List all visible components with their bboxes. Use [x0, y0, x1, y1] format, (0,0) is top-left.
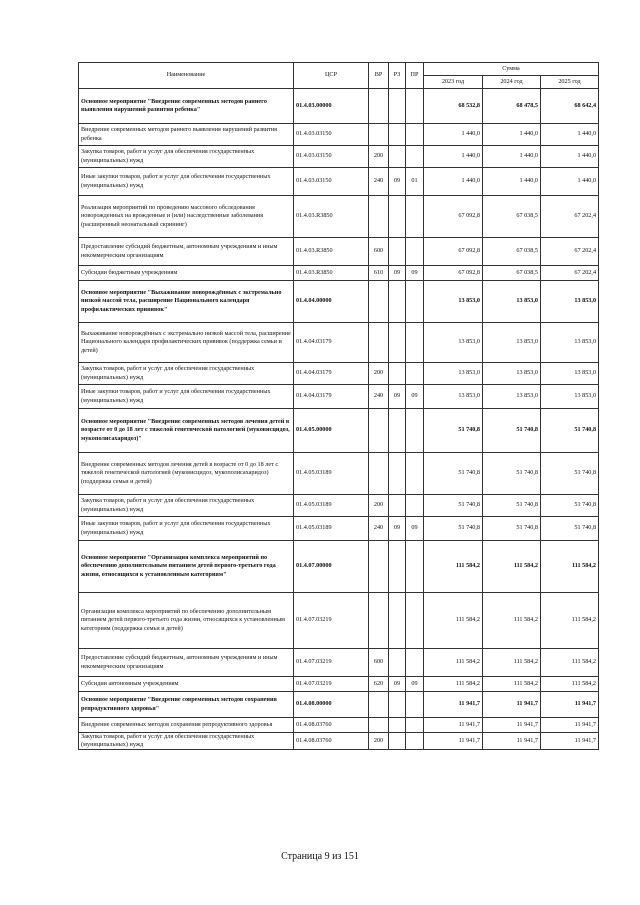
cell-csr: 01.4.04.03179 — [294, 323, 369, 363]
cell-sum-2023: 67 092,8 — [424, 238, 483, 266]
cell-sum-2023: 13 853,0 — [424, 363, 483, 385]
table-row — [79, 593, 599, 649]
cell-pr — [406, 281, 424, 323]
cell-sum-2025: 1 440,0 — [541, 168, 599, 196]
cell-rz — [389, 733, 406, 750]
cell-name: Закупка товаров, работ и услуг для обеспечения государственных (муниципальных) нужд — [79, 495, 294, 517]
cell-sum-2024: 1 440,0 — [483, 168, 541, 196]
cell-sum-2025: 11 941,7 — [541, 692, 599, 718]
cell-rz — [389, 323, 406, 363]
table-row — [79, 453, 599, 495]
cell-vr — [369, 323, 389, 363]
cell-vr — [369, 281, 389, 323]
cell-sum-2023: 67 092,8 — [424, 266, 483, 281]
cell-vr: 240 — [369, 385, 389, 409]
cell-name: Внедрение современных методов лечения детей в возрасте от 0 до 18 лет с тяжелой генетической патологией (муковисцидоз, мукополисахаридоз) (поддержка семьи и детей) — [79, 453, 294, 495]
cell-csr: 01.4.05.00000 — [294, 409, 369, 453]
cell-sum-2025: 11 941,7 — [541, 718, 599, 733]
cell-csr: 01.4.03.R3850 — [294, 266, 369, 281]
cell-rz — [389, 593, 406, 649]
cell-rz — [389, 495, 406, 517]
cell-rz: 09 — [389, 168, 406, 196]
table-row — [79, 649, 599, 677]
table-row — [79, 363, 599, 385]
cell-rz — [389, 718, 406, 733]
cell-sum-2025: 67 202,4 — [541, 196, 599, 238]
cell-sum-2023: 51 740,8 — [424, 453, 483, 495]
cell-vr — [369, 124, 389, 146]
table-row — [79, 124, 599, 146]
cell-rz: 09 — [389, 385, 406, 409]
cell-sum-2024: 13 853,0 — [483, 281, 541, 323]
cell-pr: 01 — [406, 168, 424, 196]
cell-sum-2025: 1 440,0 — [541, 146, 599, 168]
cell-pr — [406, 593, 424, 649]
cell-pr — [406, 692, 424, 718]
cell-rz — [389, 409, 406, 453]
cell-csr: 01.4.03.R3850 — [294, 238, 369, 266]
cell-csr: 01.4.03.03150 — [294, 168, 369, 196]
cell-csr: 01.4.08.03760 — [294, 718, 369, 733]
cell-name: Основное мероприятие "Организация комплекса мероприятий по обеспечению дополнительным питанием детей первого-третьего года жизни, относящихся к установленным категориям" — [79, 541, 294, 593]
cell-sum-2025: 111 584,2 — [541, 541, 599, 593]
cell-pr — [406, 146, 424, 168]
cell-pr: 09 — [406, 385, 424, 409]
cell-name: Реализация мероприятий по проведению массового обследования новорожденных на врожденные и (или) наследственные заболевания (расширенный неонатальный скрининг) — [79, 196, 294, 238]
cell-pr — [406, 649, 424, 677]
table-row-main-activity — [79, 409, 599, 453]
cell-name: Закупка товаров, работ и услуг для обеспечения государственных (муниципальных) нужд — [79, 733, 294, 750]
header-name: Наименование — [79, 63, 294, 89]
cell-rz — [389, 453, 406, 495]
cell-sum-2024: 111 584,2 — [483, 593, 541, 649]
cell-csr: 01.4.03.00000 — [294, 89, 369, 124]
cell-sum-2025: 67 202,4 — [541, 238, 599, 266]
header-rz: РЗ — [389, 63, 406, 89]
cell-vr — [369, 692, 389, 718]
cell-name: Иные закупки товаров, работ и услуг для обеспечения государственных (муниципальных) нужд — [79, 517, 294, 541]
cell-name: Закупка товаров, работ и услуг для обеспечения государственных (муниципальных) нужд — [79, 146, 294, 168]
cell-vr: 200 — [369, 733, 389, 750]
cell-sum-2024: 67 038,5 — [483, 266, 541, 281]
cell-sum-2023: 51 740,8 — [424, 517, 483, 541]
cell-pr — [406, 124, 424, 146]
cell-name: Предоставление субсидий бюджетным, автономным учреждениям и иным некоммерческим организациям — [79, 649, 294, 677]
cell-pr — [406, 89, 424, 124]
cell-rz: 09 — [389, 517, 406, 541]
cell-vr: 600 — [369, 649, 389, 677]
cell-rz — [389, 89, 406, 124]
cell-name: Иные закупки товаров, работ и услуг для обеспечения государственных (муниципальных) нужд — [79, 385, 294, 409]
cell-csr: 01.4.07.00000 — [294, 541, 369, 593]
cell-sum-2025: 51 740,8 — [541, 495, 599, 517]
cell-csr: 01.4.07.03219 — [294, 649, 369, 677]
cell-csr: 01.4.04.03179 — [294, 363, 369, 385]
cell-sum-2023: 1 440,0 — [424, 146, 483, 168]
cell-pr — [406, 718, 424, 733]
cell-csr: 01.4.05.03189 — [294, 517, 369, 541]
cell-rz: 09 — [389, 266, 406, 281]
cell-sum-2025: 51 740,8 — [541, 409, 599, 453]
cell-sum-2025: 13 853,0 — [541, 323, 599, 363]
table-row — [79, 385, 599, 409]
header-sum: Сумма — [424, 63, 599, 76]
cell-sum-2025: 13 853,0 — [541, 281, 599, 323]
cell-vr — [369, 196, 389, 238]
cell-pr: 09 — [406, 677, 424, 692]
cell-vr: 240 — [369, 517, 389, 541]
cell-sum-2023: 67 092,8 — [424, 196, 483, 238]
table-row-main-activity — [79, 89, 599, 124]
cell-csr: 01.4.04.03179 — [294, 385, 369, 409]
cell-sum-2025: 111 584,2 — [541, 593, 599, 649]
cell-pr — [406, 541, 424, 593]
cell-name: Основное мероприятие "Внедрение современных методов лечения детей в возрасте от 0 до 18 лет с тяжелой генетической патологией (муковисцидоз, мукополисахаридоз)" — [79, 409, 294, 453]
cell-vr — [369, 541, 389, 593]
cell-vr: 200 — [369, 495, 389, 517]
cell-csr: 01.4.03.03150 — [294, 146, 369, 168]
cell-csr: 01.4.04.00000 — [294, 281, 369, 323]
cell-csr: 01.4.08.00000 — [294, 692, 369, 718]
cell-sum-2025: 67 202,4 — [541, 266, 599, 281]
table-row — [79, 238, 599, 266]
table-row — [79, 266, 599, 281]
cell-pr — [406, 238, 424, 266]
table-row — [79, 733, 599, 750]
cell-csr: 01.4.07.03219 — [294, 677, 369, 692]
cell-sum-2023: 68 532,8 — [424, 89, 483, 124]
cell-sum-2023: 1 440,0 — [424, 124, 483, 146]
cell-sum-2023: 111 584,2 — [424, 593, 483, 649]
cell-sum-2024: 67 038,5 — [483, 196, 541, 238]
header-vr: ВР — [369, 63, 389, 89]
cell-name: Внедрение современных методов раннего выявления нарушений развития ребенка — [79, 124, 294, 146]
cell-name: Субсидии автономным учреждениям — [79, 677, 294, 692]
cell-vr: 200 — [369, 146, 389, 168]
cell-sum-2024: 67 038,5 — [483, 238, 541, 266]
cell-sum-2024: 111 584,2 — [483, 677, 541, 692]
cell-rz — [389, 363, 406, 385]
cell-name: Внедрение современных методов сохранения репродуктивного здоровья — [79, 718, 294, 733]
cell-sum-2024: 111 584,2 — [483, 649, 541, 677]
cell-name: Закупка товаров, работ и услуг для обеспечения государственных (муниципальных) нужд — [79, 363, 294, 385]
cell-vr — [369, 718, 389, 733]
cell-csr: 01.4.08.03760 — [294, 733, 369, 750]
table-row-main-activity — [79, 281, 599, 323]
cell-vr — [369, 453, 389, 495]
budget-table — [78, 62, 599, 750]
cell-csr: 01.4.07.03219 — [294, 593, 369, 649]
cell-sum-2025: 13 853,0 — [541, 363, 599, 385]
cell-name: Субсидии бюджетным учреждениям — [79, 266, 294, 281]
cell-rz — [389, 692, 406, 718]
cell-vr: 240 — [369, 168, 389, 196]
table-row — [79, 146, 599, 168]
cell-name: Основное мероприятие "Выхаживание новорождённых с экстремально низкой массой тела, расширение Национального календаря профилактических прививок" — [79, 281, 294, 323]
cell-sum-2023: 11 941,7 — [424, 718, 483, 733]
cell-pr — [406, 409, 424, 453]
cell-sum-2025: 1 440,0 — [541, 124, 599, 146]
cell-sum-2024: 11 941,7 — [483, 718, 541, 733]
cell-name: Выхаживание новорождённых с экстремально низкой массой тела, расширение Национального календаря профилактических прививок (поддержка семьи и детей) — [79, 323, 294, 363]
cell-sum-2024: 1 440,0 — [483, 124, 541, 146]
page-number: Страница 9 из 151 — [281, 851, 359, 862]
header-year-2025: 2025 год — [541, 76, 599, 89]
cell-name: Организация комплекса мероприятий по обеспечению дополнительным питанием детей первого-третьего года жизни, относящихся к установленным категориям (поддержка семьи и детей) — [79, 593, 294, 649]
cell-sum-2023: 111 584,2 — [424, 649, 483, 677]
header-year-2024: 2024 год — [483, 76, 541, 89]
cell-sum-2023: 1 440,0 — [424, 168, 483, 196]
cell-sum-2024: 51 740,8 — [483, 453, 541, 495]
cell-csr: 01.4.05.03189 — [294, 453, 369, 495]
cell-csr: 01.4.03.03150 — [294, 124, 369, 146]
cell-sum-2024: 13 853,0 — [483, 323, 541, 363]
table-row — [79, 495, 599, 517]
cell-sum-2025: 51 740,8 — [541, 517, 599, 541]
cell-name: Иные закупки товаров, работ и услуг для обеспечения государственных (муниципальных) нужд — [79, 168, 294, 196]
cell-sum-2025: 68 642,4 — [541, 89, 599, 124]
cell-sum-2024: 51 740,8 — [483, 517, 541, 541]
cell-sum-2025: 111 584,2 — [541, 677, 599, 692]
cell-pr: 09 — [406, 266, 424, 281]
header-pr: ПР — [406, 63, 424, 89]
cell-sum-2025: 11 941,7 — [541, 733, 599, 750]
header-year-2023: 2023 год — [424, 76, 483, 89]
cell-sum-2024: 11 941,7 — [483, 733, 541, 750]
cell-rz — [389, 281, 406, 323]
cell-sum-2024: 1 440,0 — [483, 146, 541, 168]
cell-rz — [389, 541, 406, 593]
cell-rz — [389, 196, 406, 238]
cell-sum-2024: 13 853,0 — [483, 385, 541, 409]
cell-vr — [369, 593, 389, 649]
cell-rz — [389, 146, 406, 168]
cell-rz — [389, 649, 406, 677]
table-row — [79, 323, 599, 363]
table-row-main-activity — [79, 541, 599, 593]
cell-rz — [389, 124, 406, 146]
header-csr: ЦСР — [294, 63, 369, 89]
table-row — [79, 196, 599, 238]
cell-sum-2024: 51 740,8 — [483, 495, 541, 517]
cell-name: Основное мероприятие "Внедрение современных методов раннего выявления нарушений развития ребенка" — [79, 89, 294, 124]
cell-vr — [369, 409, 389, 453]
cell-pr — [406, 453, 424, 495]
cell-sum-2024: 111 584,2 — [483, 541, 541, 593]
cell-sum-2023: 11 941,7 — [424, 692, 483, 718]
table-row-main-activity — [79, 692, 599, 718]
table-row — [79, 718, 599, 733]
cell-name: Основное мероприятие "Внедрение современных методов сохранения репродуктивного здоровья" — [79, 692, 294, 718]
cell-rz: 09 — [389, 677, 406, 692]
cell-sum-2024: 51 740,8 — [483, 409, 541, 453]
cell-pr: 09 — [406, 517, 424, 541]
cell-pr — [406, 495, 424, 517]
table-body — [79, 89, 599, 750]
cell-sum-2023: 51 740,8 — [424, 495, 483, 517]
table-row — [79, 168, 599, 196]
cell-pr — [406, 196, 424, 238]
cell-vr: 600 — [369, 238, 389, 266]
cell-csr: 01.4.03.R3850 — [294, 196, 369, 238]
cell-vr — [369, 89, 389, 124]
cell-vr: 200 — [369, 363, 389, 385]
cell-sum-2025: 51 740,8 — [541, 453, 599, 495]
cell-sum-2024: 68 478,5 — [483, 89, 541, 124]
cell-sum-2023: 111 584,2 — [424, 541, 483, 593]
cell-sum-2023: 13 853,0 — [424, 281, 483, 323]
cell-csr: 01.4.05.03189 — [294, 495, 369, 517]
cell-pr — [406, 323, 424, 363]
cell-sum-2024: 13 853,0 — [483, 363, 541, 385]
cell-name: Предоставление субсидий бюджетным, автономным учреждениям и иным некоммерческим организациям — [79, 238, 294, 266]
cell-sum-2023: 11 941,7 — [424, 733, 483, 750]
cell-sum-2023: 13 853,0 — [424, 323, 483, 363]
cell-sum-2025: 111 584,2 — [541, 649, 599, 677]
cell-vr: 610 — [369, 266, 389, 281]
cell-sum-2023: 111 584,2 — [424, 677, 483, 692]
table-row — [79, 517, 599, 541]
cell-pr — [406, 363, 424, 385]
cell-vr: 620 — [369, 677, 389, 692]
cell-sum-2023: 13 853,0 — [424, 385, 483, 409]
table-row — [79, 677, 599, 692]
cell-rz — [389, 238, 406, 266]
cell-sum-2025: 13 853,0 — [541, 385, 599, 409]
cell-sum-2024: 11 941,7 — [483, 692, 541, 718]
cell-pr — [406, 733, 424, 750]
cell-sum-2023: 51 740,8 — [424, 409, 483, 453]
